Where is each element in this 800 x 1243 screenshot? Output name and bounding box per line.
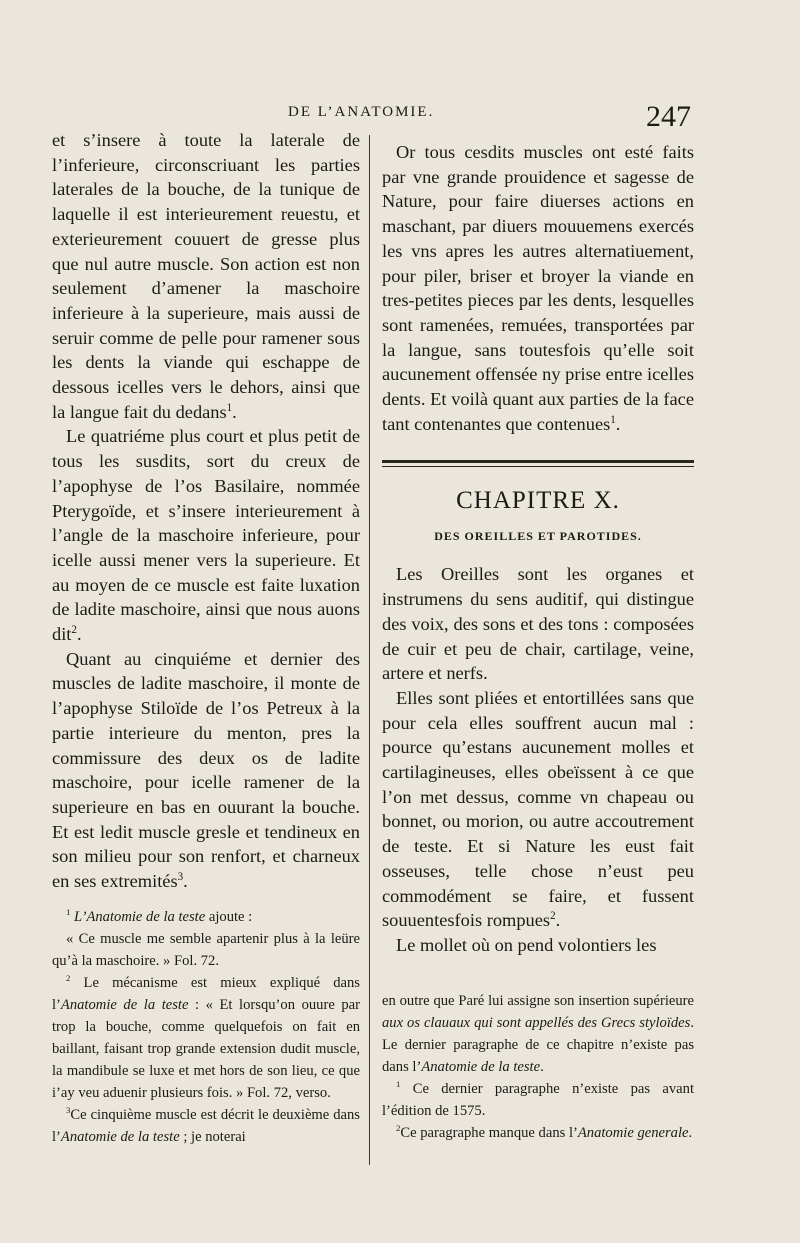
footnote-1: $^1$ L’Anatomie de la teste ajoute :	[66, 906, 253, 925]
left-paragraph-3: Quant au cinquiéme et dernier des muscles de ladite maschoire, il monte de l’apophyse Stiloïde de l’os Petreux à la partie interieure du menton, pres la commissure des deux os de ladite maschoire, pour icelle ramener de la superieure en bas en ouurant la bouche. Et est ledit muscle gresle et tendineux en son milieu pour son renfort, et charneux en ses extremités$^3$.	[52, 648, 360, 892]
footnote-3: $^3$Ce cinquième muscle est décrit le deuxième dans l’Anatomie de la teste ; je noterai	[52, 1104, 360, 1145]
footnote-r2: $^2$Ce paragraphe manque dans l’Anatomie generale.	[396, 1123, 693, 1141]
right-footnotes	[382, 990, 694, 1144]
left-paragraph-1: et s’insere à toute la laterale de l’inferieure, circonscriuant les parties laterales de la bouche, de la tunique de laquelle il est interieurement reuestu, et exterieurement couuert de gresse plus que nul autre muscle. Son action est non seulement d’amener la maschoire inferieure à la superieure, mais aussi de seruir comme de pelle pour ramener sous les dents la viande qui eschappe de dessous icelles vers le dehors, ainsi que la langue fait du dedans$^1$.	[52, 130, 360, 422]
section-title: DES OREILLES ET PAROTIDES.	[434, 529, 642, 544]
right-column	[382, 140, 694, 958]
footnote-continuation: en outre que Paré lui assigne son insertion supérieure aux os clauaux qui sont appellés des Grecs styloïdes. Le dernier paragraphe de ce chapitre n’existe pas dans l’Anatomie de la teste.	[382, 993, 694, 1075]
chapter-paragraph-3: Le mollet où on pend volontiers les	[396, 934, 657, 955]
note-ref-1: 1	[226, 401, 233, 414]
left-column	[52, 128, 360, 1148]
footnote-r1: $^1$ Ce dernier paragraphe n’existe pas avant l’édition de 1575.	[382, 1079, 694, 1119]
chapter-body-text	[382, 562, 694, 957]
note-ref-r1: 1	[610, 413, 616, 426]
running-head	[0, 100, 800, 133]
column-divider	[369, 135, 370, 1165]
note-ref-2: 2	[71, 623, 77, 636]
note-ref-3: 3	[177, 870, 184, 883]
right-body-text	[382, 140, 694, 436]
page-number: 247	[646, 100, 691, 133]
footnote-2: $^2$ Le mécanisme est mieux expliqué dans l’Anatomie de la teste : « Et lorsqu’on ouure par trop la bouche, comme quelquefois on fait en baillant, faisant trop grande extension dudit muscle, la mandibule se luxe et met hors de son lieu, ce que i’ay veu aduenir plusieurs fois. » Fol. 72, verso.	[52, 972, 361, 1101]
section-rule	[382, 460, 694, 467]
footnote-1-quote: « Ce muscle me semble apartenir plus à la leüre qu’à la maschoire. » Fol. 72.	[52, 930, 360, 969]
left-body-text	[52, 128, 360, 894]
left-footnotes	[52, 906, 360, 1148]
running-title: DE L’ANATOMIE.	[288, 104, 435, 120]
chapter-paragraph-1: Les Oreilles sont les organes et instrumens du sens auditif, qui distingue des voix, des sons et des tons : composées de cuir et peu de chair, cartilage, veine, artere et nerfs.	[382, 564, 694, 684]
left-paragraph-2: Le quatriéme plus court et plus petit de tous les susdits, sort du creux de l’apophyse de l’os Basilaire, nommée Pterygoïde, et s’insere interieurement à l’angle de la maschoire inferieure, pour icelle aussi mener vers la superieure. Et au moyen de ce muscle est faite luxation de ladite maschoire, ainsi que nous auons dit$^2$.	[52, 426, 360, 645]
chapter-title: CHAPITRE X.	[456, 487, 620, 515]
right-paragraph-intro: Or tous cesdits muscles ont esté faits par vne grande prouidence et sagesse de Nature, pour faire diuerses actions en maschant, par diuers mouuemens exercés les vns apres les autres alternatiuement, pour piler, briser et broyer la viande en tres-petites pieces par les dents, lesquelles sont ramenées, remuées, transportées par la langue, sans toutesfois qu’elle soit aucunement offensée ny prise entre icelles dents. Et voilà quant aux parties de la face tant contenantes que contenues$^1$.	[382, 142, 694, 434]
chapter-paragraph-2: Elles sont pliées et entortillées sans que pour cela elles souffrent aucun mal : pource qu’estans aucunement molles et cartilagineuses, elles obeïssent à ce que l’on met dessus, comme vn chapeau ou bonnet, ou morion, ou autre accoutrement de teste. Et si Nature les eust fait osseuses, telle chose n’eust peu commodément se faire, et fussent souuentesfois rompues$^2$.	[382, 687, 694, 931]
note-ref-r2: 2	[550, 910, 556, 923]
